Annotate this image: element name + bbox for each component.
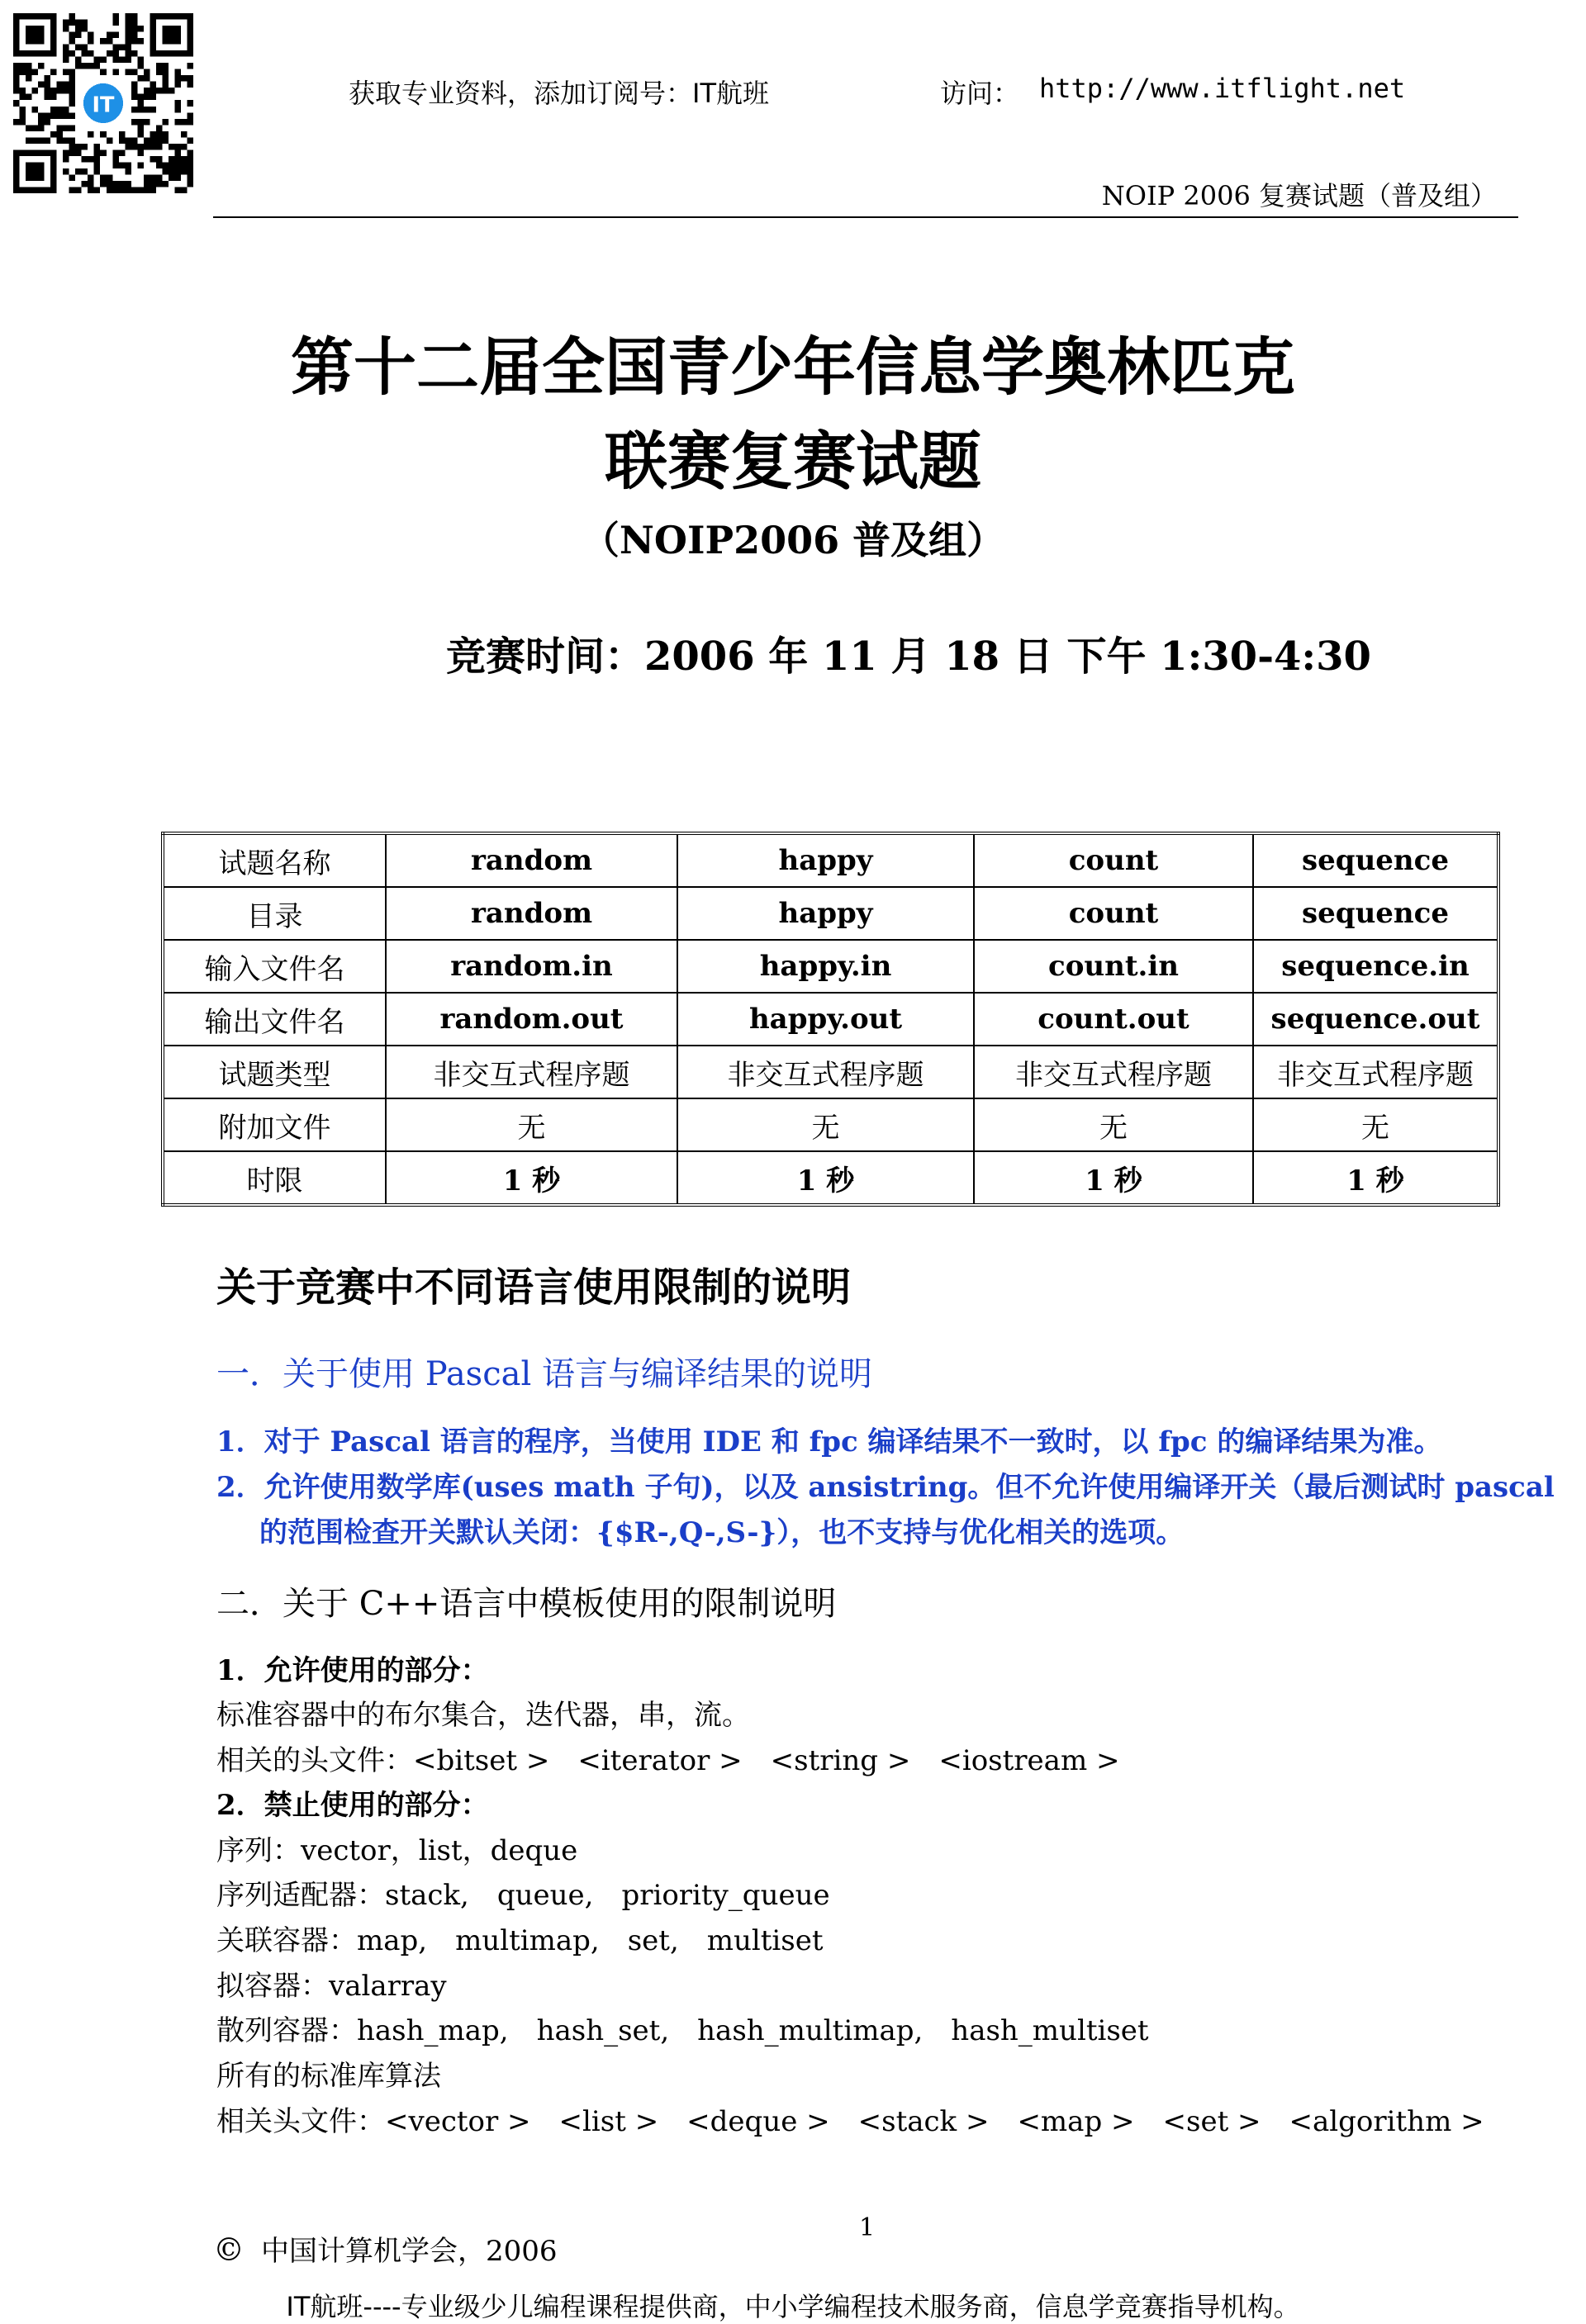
row-label: 附加文件	[163, 1098, 386, 1151]
cpp-heading: 二．关于 C++语言中模板使用的限制说明	[216, 1585, 837, 1623]
header-divider	[213, 216, 1518, 218]
visit-label: 访问：	[940, 78, 1020, 109]
row-label: 目录	[163, 887, 386, 940]
contest-time: 竞赛时间：2006 年 11 月 18 日 下午 1:30-4:30	[446, 633, 1371, 680]
pascal-heading: 一．关于使用 Pascal 语言与编译结果的说明	[216, 1355, 872, 1393]
table-row	[163, 1151, 1498, 1205]
cpp-rule-line: 所有的标准库算法	[216, 2060, 441, 2093]
page-title-line-2: 联赛复赛试题	[605, 424, 981, 498]
table-cell: 无	[974, 1098, 1253, 1151]
table-cell: sequence.in	[1253, 940, 1498, 993]
row-label: 输出文件名	[163, 993, 386, 1046]
table-row	[163, 940, 1498, 993]
table-cell: 非交互式程序题	[386, 1046, 677, 1098]
cpp-rule-line: 序列：vector，list，deque	[216, 1834, 578, 1867]
visit-url-link[interactable]: http://www.itflight.net	[1039, 73, 1406, 104]
table-cell: count	[974, 833, 1253, 887]
table-cell: sequence	[1253, 833, 1498, 887]
cpp-rule-line: 2．禁止使用的部分：	[216, 1789, 489, 1822]
footer-promo: IT航班----专业级少儿编程课程提供商，中小学编程技术服务商，信息学竞赛指导机构。	[286, 2291, 1300, 2322]
table-cell: happy.in	[677, 940, 974, 993]
qr-logo-text: IT	[92, 92, 115, 118]
table-cell: 无	[386, 1098, 677, 1151]
cpp-rule-line: 相关的头文件：<bitset > <iterator > <string > <iostream >	[216, 1744, 1120, 1777]
row-label: 输入文件名	[163, 940, 386, 993]
table-cell: happy.out	[677, 993, 974, 1046]
pascal-item-1: 1．对于 Pascal 语言的程序，当使用 IDE 和 fpc 编译结果不一致时，以 fpc 的编译结果为准。	[216, 1425, 1442, 1458]
table-row	[163, 887, 1498, 940]
table-row	[163, 833, 1498, 887]
table-cell: 无	[1253, 1098, 1498, 1151]
copyright-symbol: ©	[213, 2232, 245, 2268]
table-cell: 1 秒	[1253, 1151, 1498, 1205]
row-label: 试题类型	[163, 1046, 386, 1098]
row-label: 时限	[163, 1151, 386, 1205]
table-cell: sequence	[1253, 887, 1498, 940]
section-heading: 关于竞赛中不同语言使用限制的说明	[216, 1264, 852, 1311]
table-cell: random	[386, 887, 677, 940]
table-cell: 非交互式程序题	[974, 1046, 1253, 1098]
table-row	[163, 1098, 1498, 1151]
cpp-rule-line: 相关头文件：<vector > <list > <deque > <stack > <map > <set > <algorithm >	[216, 2105, 1484, 2138]
pascal-item-2-continued: 的范围检查开关默认关闭：{$R-,Q-,S-}），也不支持与优化相关的选项。	[259, 1516, 1185, 1549]
running-head: NOIP 2006 复赛试题（普及组）	[1101, 180, 1497, 211]
cpp-rule-line: 散列容器：hash_map, hash_set, hash_multimap, hash_multiset	[216, 2014, 1149, 2047]
promo-text: 获取专业资料，添加订阅号：IT航班	[349, 78, 769, 109]
problem-table	[161, 832, 1500, 1207]
table-row	[163, 1046, 1498, 1098]
cpp-rule-line: 1．允许使用的部分：	[216, 1654, 489, 1687]
table-cell: 无	[677, 1098, 974, 1151]
cpp-rule-line: 序列适配器：stack, queue, priority_queue	[216, 1879, 830, 1912]
table-cell: 非交互式程序题	[1253, 1046, 1498, 1098]
copyright	[213, 2228, 558, 2269]
qr-logo	[82, 82, 126, 126]
table-cell: count	[974, 887, 1253, 940]
table-cell: count.out	[974, 993, 1253, 1046]
table-cell: count.in	[974, 940, 1253, 993]
page-title-line-1: 第十二届全国青少年信息学奥林匹克	[291, 330, 1295, 404]
table-cell: happy	[677, 887, 974, 940]
table-cell: random.in	[386, 940, 677, 993]
table-cell: happy	[677, 833, 974, 887]
page-subtitle: （NOIP2006 普及组）	[581, 518, 1005, 562]
table-cell: 1 秒	[974, 1151, 1253, 1205]
copyright-text: 中国计算机学会，2006	[261, 2235, 558, 2268]
table-cell: random	[386, 833, 677, 887]
table-cell: sequence.out	[1253, 993, 1498, 1046]
table-cell: random.out	[386, 993, 677, 1046]
cpp-rule-line: 关联容器：map, multimap, set, multiset	[216, 1924, 824, 1957]
table-cell: 1 秒	[677, 1151, 974, 1205]
cpp-rule-line: 拟容器：valarray	[216, 1970, 447, 2003]
pascal-item-2: 2．允许使用数学库(uses math 子句)，以及 ansistring。但不允许使用编译开关（最后测试时 pascal	[216, 1471, 1555, 1504]
table-cell: 非交互式程序题	[677, 1046, 974, 1098]
table-cell: 1 秒	[386, 1151, 677, 1205]
qr-code-image	[13, 13, 193, 193]
page-number: 1	[859, 2213, 876, 2242]
cpp-rule-line: 标准容器中的布尔集合，迭代器，串，流。	[216, 1699, 750, 1732]
table-row	[163, 993, 1498, 1046]
row-label: 试题名称	[163, 833, 386, 887]
